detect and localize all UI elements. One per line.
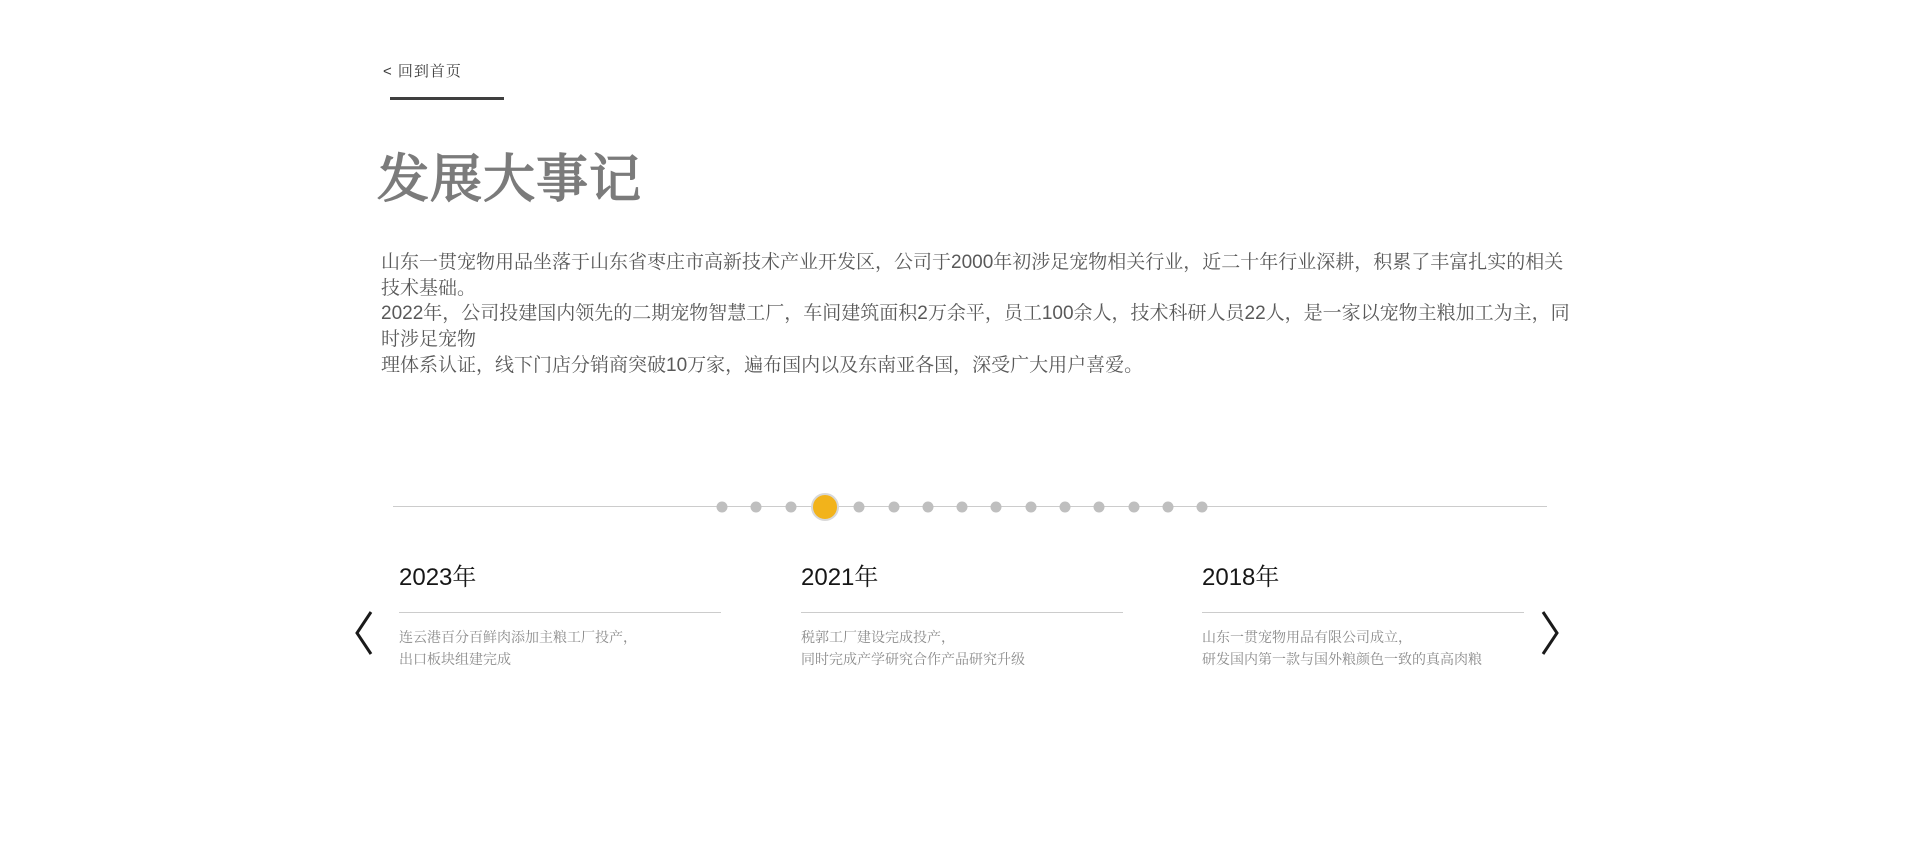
milestone-description (801, 627, 1123, 670)
milestone-description-line: 连云港百分百鲜肉添加主粮工厂投产， (399, 629, 637, 645)
title-rule (390, 97, 504, 100)
milestone-card (1202, 562, 1524, 670)
milestone-description-line: 山东一贯宠物用品有限公司成立， (1202, 629, 1412, 645)
milestone-description-line: 税郭工厂建设完成投产， (801, 629, 955, 645)
milestone-year: 2021年 (801, 564, 879, 591)
chevron-right-icon (1538, 609, 1562, 657)
milestone-year: 2018年 (1202, 564, 1280, 591)
intro-line: 理体系认证，线下门店分销商突破10万家，遍布国内以及东南亚各国，深受广大用户喜爱。 (381, 354, 1144, 376)
milestone-card (801, 562, 1123, 670)
milestone-card (399, 562, 721, 670)
carousel-prev-button[interactable] (349, 608, 379, 658)
milestone-year: 2023年 (399, 564, 477, 591)
timeline-dot[interactable] (888, 502, 899, 513)
milestone-divider (801, 612, 1123, 613)
timeline-dot[interactable] (1197, 502, 1208, 513)
milestone-description-line: 研发国内第一款与国外粮颜色一致的真高肉粮 (1202, 650, 1482, 667)
chevron-left-icon (352, 609, 376, 657)
timeline-dot[interactable] (991, 502, 1002, 513)
timeline-dot[interactable] (854, 502, 865, 513)
intro-line: 山东一贯宠物用品坐落于山东省枣庄市高新技术产业开发区，公司于2000年初涉足宠物相关行业，近二十年行业深耕，积累了丰富扎实的相关技术基础。 (381, 252, 1564, 299)
milestone-description-line: 出口板块组建完成 (399, 650, 511, 667)
timeline-dot[interactable] (957, 502, 968, 513)
timeline-track (393, 506, 1547, 507)
intro-line: 2022年，公司投建国内领先的二期宠物智慧工厂，车间建筑面积2万余平，员工100余人，技术科研人员22人，是一家以宠物主粮加工为主，同时涉足宠物 (381, 303, 1570, 351)
milestone-divider (399, 612, 721, 613)
milestone-description (1202, 627, 1524, 670)
timeline-dot[interactable] (751, 502, 762, 513)
milestone-description (399, 627, 721, 670)
timeline-dot[interactable] (1025, 502, 1036, 513)
page-title: 发展大事记 (377, 151, 643, 209)
timeline-dot[interactable] (1060, 502, 1071, 513)
timeline-dot[interactable] (717, 502, 728, 513)
timeline-dot[interactable] (1162, 502, 1173, 513)
back-to-home-link[interactable]: < 回到首页 (383, 63, 462, 80)
carousel-next-button[interactable] (1535, 608, 1565, 658)
timeline-dot[interactable] (922, 502, 933, 513)
timeline-dot[interactable] (1128, 502, 1139, 513)
milestone-description-line: 同时完成产学研究合作产品研究升级 (801, 650, 1025, 667)
timeline-dot[interactable] (1094, 502, 1105, 513)
timeline-dot[interactable] (785, 502, 796, 513)
milestone-divider (1202, 612, 1524, 613)
timeline-dot-active[interactable] (811, 493, 839, 521)
intro-paragraph (381, 250, 1576, 379)
